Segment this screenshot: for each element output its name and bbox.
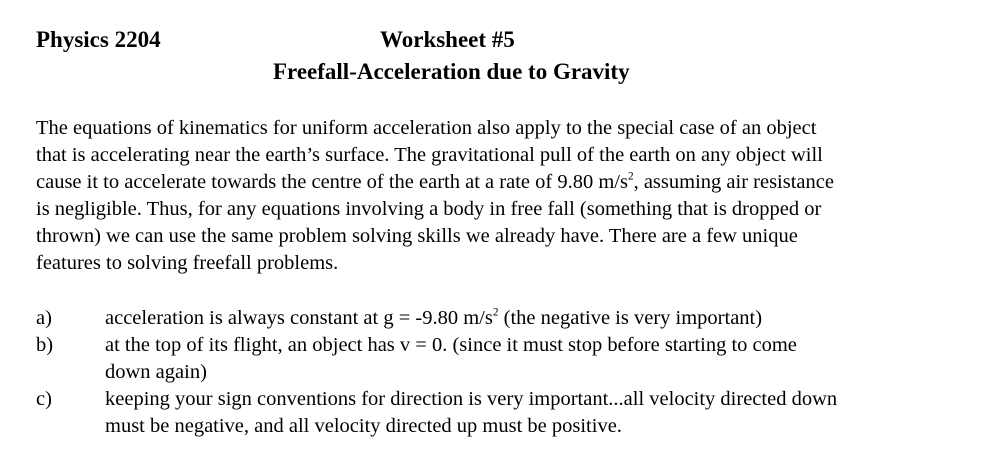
worksheet-number: Worksheet #5 — [380, 27, 515, 52]
intro-line-text: , assuming air resistance — [633, 171, 834, 194]
list-item — [36, 305, 966, 332]
intro-line: features to solving freefall problems. — [36, 252, 339, 275]
list-item-line: keeping your sign conventions for direction is very important...all velocity directed down — [105, 388, 838, 410]
list-item — [36, 386, 966, 440]
intro-line-text: cause it to accelerate towards the centre of the earth at a rate of 9.80 m/s — [36, 171, 628, 194]
list-item-line: at the top of its flight, an object has v = 0. (since it must stop before starting to come — [105, 334, 797, 356]
list-item-line-text: acceleration is always constant at g = -9.80 m/s — [105, 307, 493, 329]
intro-line: that is accelerating near the earth’s surface. The gravitational pull of the earth on any object will — [36, 144, 823, 167]
exponent: 2 — [627, 170, 634, 183]
intro-line: is negligible. Thus, for any equations involving a body in free fall (something that is dropped or — [36, 198, 822, 221]
list-item-line — [105, 305, 966, 332]
course-title: Physics 2204 — [36, 27, 161, 52]
worksheet-subtitle: Freefall-Acceleration due to Gravity — [273, 59, 630, 84]
intro-line — [36, 169, 941, 196]
list-item — [36, 332, 966, 386]
list-marker: a) — [36, 307, 52, 329]
list-marker: b) — [36, 334, 54, 356]
list-item-line-text: (the negative is very important) — [498, 307, 763, 329]
exponent: 2 — [492, 306, 499, 319]
list-item-line: must be negative, and all velocity directed up must be positive. — [105, 415, 622, 437]
list-item-text — [105, 332, 966, 386]
list-item-text — [105, 386, 966, 440]
list-item-line: down again) — [105, 361, 207, 383]
intro-line: thrown) we can use the same problem solving skills we already have. There are a few unique — [36, 225, 798, 248]
list-item-text — [105, 305, 966, 332]
features-list — [36, 305, 966, 440]
list-marker: c) — [36, 388, 52, 410]
intro-line: The equations of kinematics for uniform acceleration also apply to the special case of an object — [36, 117, 817, 139]
intro-paragraph — [36, 115, 941, 278]
